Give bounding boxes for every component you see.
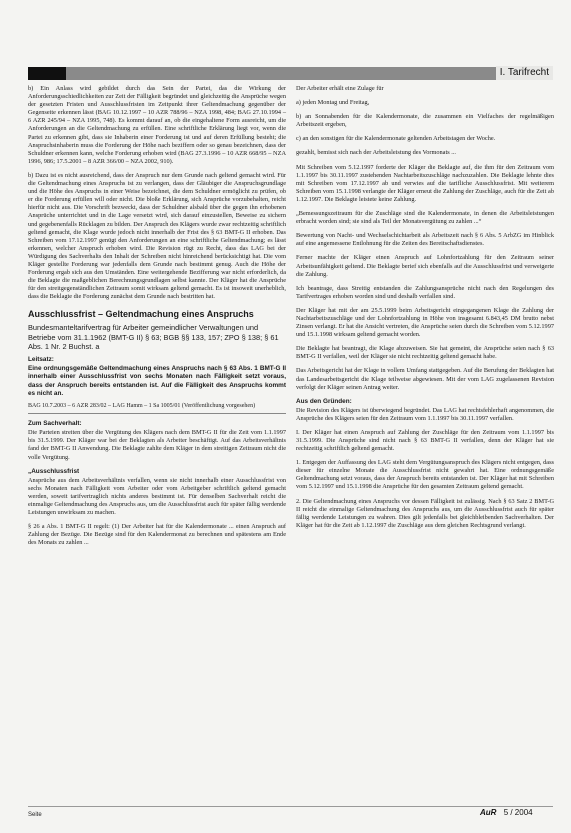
right-quote: „Bemessungszeitraum für die Zuschläge sind die Kalendermonate, in denen die Arbeitsleistungen erbracht worden sind; sie sind als Teil der Monatsvergütung zu zahlen ...“ (296, 210, 554, 226)
right-item-b: b) an Sonnabenden für die Kalendermonate, die zusammen ein Vielfaches der regelmäßigen Arbeitszeit ergeben, (296, 113, 554, 129)
right-paragraph-1: gezahlt, bemisst sich nach der Arbeitsleistung des Vormonats ... (296, 149, 456, 157)
article-title: Ausschlussfrist – Geltendmachung eines Anspruchs (28, 309, 254, 320)
header-bar (28, 67, 553, 80)
issue-number: 5 / 2004 (503, 808, 533, 817)
section-title-header: I. Tarifrecht (496, 66, 553, 80)
right-paragraph-5: Ich beantrage, dass Streitig entstanden die Zahlungsansprüche nicht nach den Regelungen des Tarifvertrages erhoben worden sind und deshalb verfallen sind. (296, 284, 554, 300)
header-black-block (28, 67, 66, 80)
right-paragraph-4: Ferner machte der Kläger einen Anspruch auf Lohnfortzahlung für den Zeitraum seiner Arbeitsunfähigkeit geltend. Die Beklagte berief sich ebenfalls auf die Ausschlussfrist und verweigerte die Zahlung. (296, 254, 554, 278)
reason-1: I. Der Kläger hat einen Anspruch auf Zahlung der Zuschläge für den Zeitraum vom 1.1.1997 bis 31.5.1999. Die Ansprüche sind nicht nach § 63 BMT-G II verfallen, denn der Kläger hat sie rechtzeitig schriftlich geltend gemacht. (296, 428, 554, 453)
right-paragraph-7: Die Beklagte hat beantragt, die Klage abzuweisen. Sie hat gemeint, die Ansprüche seien nach § 63 BMT-G II verfallen, weil der Kläger sie nicht rechtzeitig geltend gemacht habe. (296, 345, 554, 361)
ausschlussfrist-label: „Ausschlussfrist (28, 467, 80, 475)
footer-page-label: Seite (28, 812, 42, 818)
journal-logo: AuR (480, 808, 497, 817)
right-paragraph-6: Der Kläger hat mit der am 25.5.1999 beim Arbeitsgericht eingegangenen Klage die Zahlung der Nachtarbeitszuschläge und der Lohnfortzahlung in Höhe von insgesamt 6.843,45 DM brutto nebst Zinsen verlangt. Er hat die Ansicht vertreten, die Ansprüche seien durch die Schreiben vom 5.12.1997 und 15.1.1998 wirksam geltend gemacht worden. (296, 306, 554, 339)
right-paragraph-8: Das Arbeitsgericht hat der Klage in vollem Umfang stattgegeben. Auf die Berufung der Beklagten hat das Landesarbeitsgericht die Klage teilweise abgewiesen. Mit der vom LAG zugelassenen Revision verfolgt der Kläger seinen Antrag weiter. (296, 367, 554, 391)
left-paragraph-2: b) Dazu ist es nicht ausreichend, dass der Anspruch nur dem Grunde nach geltend gemacht wird. Für die Geltendmachung eines Anspruchs ist zu verlangen, dass der Gläubiger die Anspruchsgrundlage und die Höhe des Anspruchs in einer Weise bezeichnet, die dem Schuldner ermöglicht zu prüfen, ob er die Forderung erfüllen will oder nicht. Die bloße Erklärung, sich Ansprüche vorzubehalten, reicht hierfür nicht aus. Die Vorschrift bezweckt, dass der Schuldner alsbald über die gegen ihn erhobenen Ansprüche unterrichtet und in die Lage versetzt wird, sich darauf einzustellen, Beweise zu sichern und gegebenenfalls Rücklagen zu bilden. Der Anspruch des Klägers wurde zwar rechtzeitig schriftlich geltend gemacht, die Klage wurde jedoch nicht innerhalb der Frist des § 63 BMT-G II erhoben. Das Schreiben vom 17.12.1997 genügt den Anforderungen an eine schriftliche Geltendmachung; es lässt erkennen, welcher Anspruch erhoben wird. Die Revision rügt zu Recht, dass das LAG bei der Würdigung des Sachverhalts den Inhalt der Schreiben nicht hinreichend berücksichtigt hat. Die vom Kläger gestellte Forderung war jedenfalls dem Grunde nach bestimmt genug. Auch die Höhe der Forderung ergab sich aus den Umständen. Eine weitergehende Bezifferung war nicht erforderlich, da die Beklagte die maßgeblichen Berechnungsgrundlagen selbst kannte. Der Kläger hat die Ansprüche für den streitgegenständlichen Zeitraum somit wirksam geltend gemacht. Es ist insoweit unerheblich, dass die Beklagte die Forderung zunächst dem Grunde nach bestritten hat. (28, 171, 286, 301)
left-column (28, 85, 286, 553)
leitsatz-label: Leitsatz: (28, 356, 54, 364)
reason-3: 2. Die Geltendmachung eines Anspruchs vor dessen Fälligkeit ist zulässig. Nach § 63 Satz 2 BMT-G II reicht die einmalige Geltendmachung des Anspruchs aus, um die Ausschlussfrist auch für später fällig werdende Leistungen zu wahren. Dies gilt jedenfalls bei gleichbleibenden Sachverhalten. Der Kläger hat für die Zeit ab 1.12.1997 die Zuschläge aus dem gleichen Rechtsgrund verlangt. (296, 497, 554, 529)
right-paragraph-2: Mit Schreiben vom 5.12.1997 forderte der Kläger die Beklagte auf, die ihm für den Zeitraum vom 1.1.1997 bis 30.11.1997 zustehenden Nachtarbeitszuschläge nachzuzahlen. Die Beklagte lehnte dies mit Schreiben vom 17.12.1997 ab und verwies auf die tarifliche Ausschlussfrist. Mit weiterem Schreiben vom 15.1.1998 verlangte der Kläger erneut die Zahlung der Zuschläge, auch für die Zeit ab 1.12.1997. Die Beklagte leistete keine Zahlung. (296, 163, 554, 203)
footer-rule (28, 806, 553, 807)
reason-2: 1. Entgegen der Auffassung des LAG steht dem Vergütungsanspruch des Klägers nicht entgegen, dass dieser für einzelne Monate die Ausschlussfrist nicht gewahrt hat. Eine ordnungsgemäße Geltendmachung setzt voraus, dass der Anspruch bereits entstanden ist. Der Kläger hat mit Schreiben vom 5.12.1997 und 15.1.1998 die Ansprüche für den gesamten Zeitraum geltend gemacht. (296, 459, 554, 491)
gruende-label: Aus den Gründen: (296, 397, 352, 405)
right-item-a: a) jeden Montag und Freitag, (296, 99, 370, 107)
leitsatz-text: Eine ordnungsgemäße Geltendmachung eines Anspruchs nach § 63 Abs. 1 BMT-G II innerhalb einer Ausschlussfrist von sechs Monaten nach Fälligkeit setzt voraus, dass der Anspruch bereits entstanden ist. Auf die Fälligkeit des Anspruchs kommt es nicht an. (28, 365, 286, 397)
left-paragraph-1: b) Ein Anlass wird gebildet durch das Sein der Partei, das die Wirkung der Anforderungsschiedlichkeiten zur Zeit der Fälligkeit begründet und gleichzeitig die Ansprüche wegen der gesetzten Fristen und Ausschlussfristen im Zeitpunkt ihrer Geltendmachung gegenüber der Gegenseite erkennen lässt (BAG 10.12.1997 – 10 AZR 788/96 – NZA 1998, 484; BAG 27.10.1994 – 6 AZR 245/94 – NZA 1995, 748). Es kommt darauf an, ob die eingehaltene Form ausreicht, um die Anforderungen an die Geltendmachung zu erfüllen. Eine schriftliche Erklärung liegt vor, wenn die Partei zu erkennen gibt, dass sie Inhaberin einer Forderung ist und auf deren Erfüllung besteht; die Anspruchsinhaberin muss die Forderung der Höhe nach beziffern oder so genau bezeichnen, dass der Schuldner erkennen kann, welche Forderung erhoben wird (BAG 27.3.1996 – 10 AZR 668/95 – NZA 1996, 986; 17.5.2001 – 8 AZR 366/00 – NZA 2002, 910). (28, 85, 286, 165)
right-intro: Der Arbeiter erhält eine Zulage für (296, 85, 384, 92)
gruende-text: Die Revision des Klägers ist überwiegend begründet. Das LAG hat rechtsfehlerhaft angenommen, die Ansprüche des Klägers seien für den Zeitraum vom 1.1.1997 bis 30.11.1997 verfallen. (296, 406, 554, 422)
footer-issue (480, 808, 533, 817)
right-item-c: c) an den sonstigen für die Kalendermonate geltenden Arbeitstagen der Woche. (296, 135, 496, 143)
right-column (296, 85, 554, 536)
decision-citation: BAG 10.7.2003 – 6 AZR 283/02 – LAG Hamm – 1 Sa 1005/01 (Veröffentlichung vorgesehen) (28, 403, 286, 415)
sachverhalt-label: Zum Sachverhalt: (28, 420, 82, 428)
article-norms: Bundesmanteltarifvertrag für Arbeiter gemeindlicher Verwaltungen und Betriebe vom 31.1.1962 (BMT-G II) § 63; BGB §§ 133, 157; ZPO § 138; § 61 Abs. 1 Nr. 2 Buchst. a (28, 323, 279, 352)
left-closing-text: § 26 a Abs. 1 BMT-G II regelt: (1) Der Arbeiter hat für die Kalendermonate ... einen Anspruch auf Zahlung der Bezüge. Die Bezüge sind für den Kalendermonat zu berechnen und spätestens am Ende des Monats zu zahlen ... (28, 523, 286, 547)
ausschlussfrist-text: Ansprüche aus dem Arbeitsverhältnis verfallen, wenn sie nicht innerhalb einer Ausschlussfrist von sechs Monaten nach Fälligkeit vom Arbeiter oder vom Arbeitgeber schriftlich geltend gemacht werden, soweit tarifvertraglich nichts anderes bestimmt ist. Für denselben Sachverhalt reicht die einmalige Geltendmachung des Anspruchs aus, um die Ausschlussfrist auch für später fällig werdende Leistungen unwirksam zu machen. (28, 476, 286, 517)
right-paragraph-3: Bewertung von Nacht- und Wechselschichtarbeit als Arbeitszeit nach § 6 Abs. 5 ArbZG im Hinblick auf eine angemessene Entlohnung für die Zeiten des Bereitschaftsdienstes. (296, 232, 554, 248)
sachverhalt-text: Die Parteien streiten über die Vergütung des Klägers nach dem BMT-G II für die Zeit vom 1.1.1997 bis 31.5.1999. Der Kläger war bei der Beklagten als Arbeiter beschäftigt. Auf das Arbeitsverhältnis fand der BMT-G II Anwendung. Die Beklagte zahlte dem Kläger in dem streitigen Zeitraum nicht die volle Vergütung. (28, 429, 286, 461)
